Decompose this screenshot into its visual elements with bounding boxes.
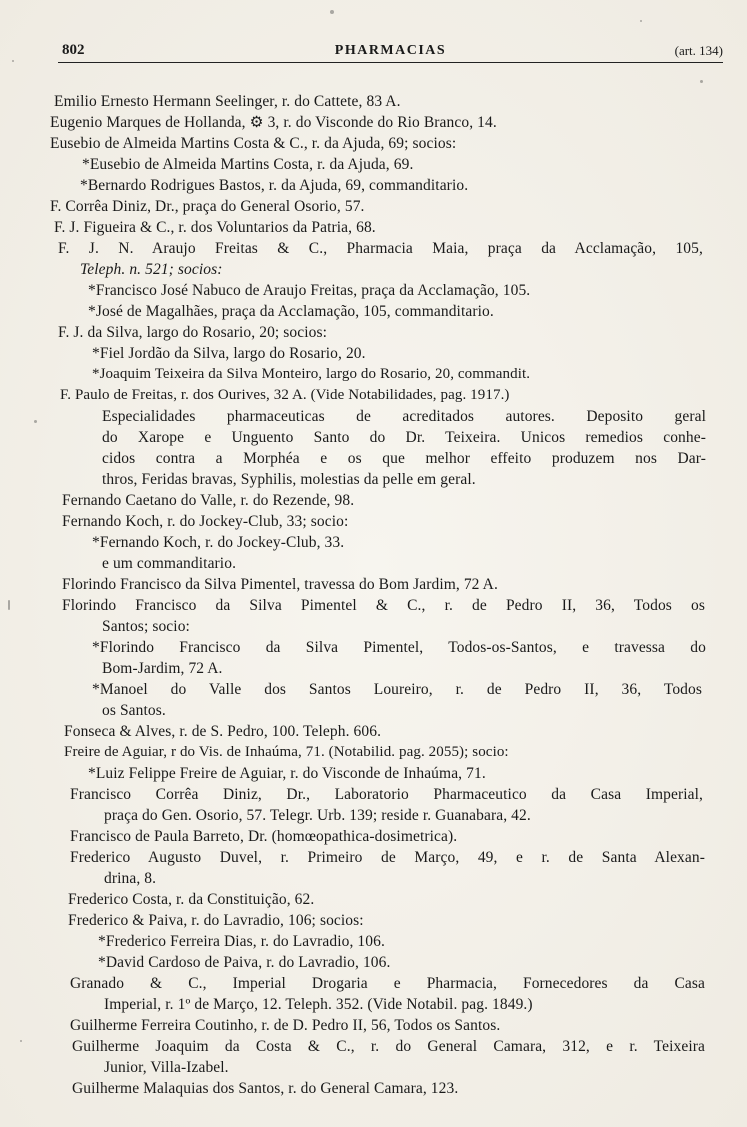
entry-line: F. J. Figueira & C., r. dos Voluntarios da Patria, 68. (54, 219, 376, 236)
entry-line: thros, Feridas bravas, Syphilis, molestias da pelle em geral. (102, 471, 476, 488)
entry-line: Fernando Koch, r. do Jockey-Club, 33; socio: (62, 513, 349, 530)
entry-line: Bom-Jardim, 72 A. (102, 660, 223, 677)
entry-line: F. Corrêa Diniz, Dr., praça do General Osorio, 57. (50, 198, 365, 215)
entry-line: Eusebio de Almeida Martins Costa & C., r. da Ajuda, 69; socios: (50, 135, 457, 152)
entry-line: Frederico Augusto Duvel, r. Primeiro de Março, 49, e r. de Santa Alexan- (70, 849, 705, 866)
entry-line: *Fernando Koch, r. do Jockey-Club, 33. (92, 534, 345, 551)
entry-line: drina, 8. (104, 870, 157, 887)
entry-line: cidos contra a Morphéa e os que melhor effeito produzem nos Dar- (102, 450, 706, 467)
entry-line: Frederico & Paiva, r. do Lavradio, 106; socios: (68, 912, 364, 929)
entry-line: *Florindo Francisco da Silva Pimentel, Todos-os-Santos, e travessa do (92, 639, 706, 656)
entry-line: Fonseca & Alves, r. de S. Pedro, 100. Teleph. 606. (64, 723, 382, 740)
entry-line: Eugenio Marques de Hollanda, ⚙ 3, r. do Visconde do Rio Branco, 14. (50, 114, 497, 131)
entry-line: Freire de Aguiar, r do Vis. de Inhaúma, 71. (Notabilid. pag. 2055); socio: (64, 744, 509, 760)
entry-line: *Francisco José Nabuco de Araujo Freitas, praça da Acclamação, 105. (88, 282, 531, 299)
entry-line: *Bernardo Rodrigues Bastos, r. da Ajuda, 69, commanditario. (80, 177, 469, 194)
entry-line: *Manoel do Valle dos Santos Loureiro, r. de Pedro II, 36, Todos (92, 681, 702, 698)
entry-line: F. J. da Silva, largo do Rosario, 20; socios: (58, 324, 328, 341)
entry-line: Florindo Francisco da Silva Pimentel, travessa do Bom Jardim, 72 A. (62, 576, 498, 593)
entry-line: Guilherme Ferreira Coutinho, r. de D. Pedro II, 56, Todos os Santos. (70, 1017, 501, 1034)
entry-line: *Eusebio de Almeida Martins Costa, r. da Ajuda, 69. (82, 156, 414, 173)
entry-line: Florindo Francisco da Silva Pimentel & C., r. de Pedro II, 36, Todos os (62, 597, 705, 614)
entry-line: *José de Magalhães, praça da Acclamação, 105, commanditario. (88, 303, 494, 320)
entry-line: *Joaquim Teixeira da Silva Monteiro, largo do Rosario, 20, commandit. (92, 366, 531, 382)
entry-line: Imperial, r. 1º de Março, 12. Teleph. 352. (Vide Notabil. pag. 1849.) (104, 996, 533, 1013)
page-header (58, 40, 723, 63)
entry-line: Especialidades pharmaceuticas de acreditados autores. Deposito geral (102, 408, 706, 425)
entry-line: os Santos. (102, 702, 166, 719)
entry-line: Francisco de Paula Barreto, Dr. (homœopathica-dosimetrica). (70, 828, 458, 845)
entry-line: Frederico Costa, r. da Constituição, 62. (68, 891, 315, 908)
entry-line: Santos; socio: (102, 618, 190, 635)
entry-line: F. Paulo de Freitas, r. dos Ourives, 32 A. (Vide Notabilidades, pag. 1917.) (60, 387, 510, 403)
entry-line: Fernando Caetano do Valle, r. do Rezende, 98. (62, 492, 355, 509)
running-title: PHARMACIAS (334, 43, 447, 58)
entry-line: Emilio Ernesto Hermann Seelinger, r. do Cattete, 83 A. (54, 93, 401, 110)
entry-line: F. J. N. Araujo Freitas & C., Pharmacia Maia, praça da Acclamação, 105, (58, 240, 703, 257)
entry-line: *David Cardoso de Paiva, r. do Lavradio, 106. (98, 954, 391, 971)
entry-line: Guilherme Malaquias dos Santos, r. do General Camara, 123. (72, 1080, 459, 1097)
entry-line: praça do Gen. Osorio, 57. Telegr. Urb. 139; reside r. Guanabara, 42. (104, 807, 531, 824)
page-number: 802 (62, 42, 85, 58)
entry-line: *Frederico Ferreira Dias, r. do Lavradio, 106. (98, 933, 385, 950)
entry-line: *Luiz Felippe Freire de Aguiar, r. do Visconde de Inhaúma, 71. (88, 765, 486, 782)
entry-line: Francisco Corrêa Diniz, Dr., Laboratorio Pharmaceutico da Casa Imperial, (70, 786, 703, 803)
entry-line: Teleph. n. 521; socios: (80, 261, 223, 278)
entry-line: Granado & C., Imperial Drogaria e Pharmacia, Fornecedores da Casa (70, 975, 705, 992)
entry-line: Junior, Villa-Izabel. (104, 1059, 229, 1076)
entry-line: e um commanditario. (102, 555, 237, 572)
entry-line: do Xarope e Unguento Santo do Dr. Teixeira. Unicos remedios conhe- (102, 429, 706, 446)
entry-line: *Fiel Jordão da Silva, largo do Rosario, 20. (92, 345, 366, 362)
article-reference: (art. 134) (674, 43, 723, 58)
entry-line: Guilherme Joaquim da Costa & C., r. do General Camara, 312, e r. Teixeira (72, 1038, 705, 1055)
